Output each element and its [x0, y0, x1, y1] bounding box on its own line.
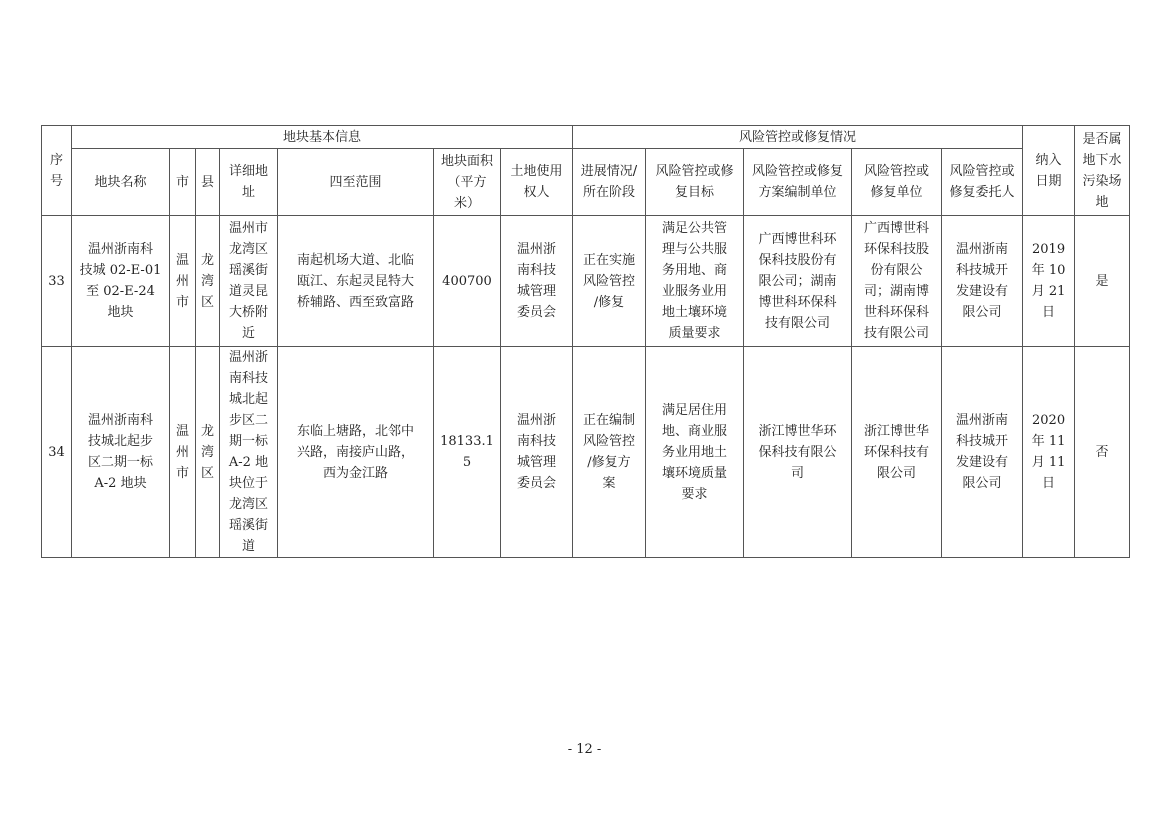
- header-include-date: 纳入 日期: [1023, 126, 1075, 216]
- header-plan-unit: 风险管控或修复 方案编制单位: [744, 149, 852, 216]
- header-row-sub: [42, 149, 1130, 216]
- cell-plan-unit: 浙江博世华环 保科技有限公 司: [744, 347, 852, 558]
- page-number: - 12 -: [567, 742, 602, 757]
- cell-progress: 正在实施 风险管控 /修复: [573, 216, 646, 347]
- cell-area: 18133.1 5: [434, 347, 501, 558]
- cell-county: 龙 湾 区: [196, 347, 220, 558]
- cell-county: 龙 湾 区: [196, 216, 220, 347]
- cell-plan-unit: 广西博世科环 保科技股份有 限公司；湖南 博世科环保科 技有限公司: [744, 216, 852, 347]
- cell-land-owner: 温州浙 南科技 城管理 委员会: [501, 347, 573, 558]
- cell-boundaries: 东临上塘路，北邻中 兴路，南接庐山路， 西为金江路: [278, 347, 434, 558]
- header-land-owner: 土地使用 权人: [501, 149, 573, 216]
- header-index: 序 号: [42, 126, 72, 216]
- header-site-name: 地块名称: [72, 149, 170, 216]
- table-row: [42, 347, 1130, 558]
- header-city: 市: [170, 149, 196, 216]
- table-row: [42, 216, 1130, 347]
- cell-client: 温州浙南 科技城开 发建设有 限公司: [942, 347, 1023, 558]
- cell-site-name: 温州浙南科 技城北起步 区二期一标 A-2 地块: [72, 347, 170, 558]
- header-repair-unit: 风险管控或 修复单位: [852, 149, 942, 216]
- cell-progress: 正在编制 风险管控 /修复方 案: [573, 347, 646, 558]
- cell-site-name: 温州浙南科 技城 02-E-01 至 02-E-24 地块: [72, 216, 170, 347]
- header-area: 地块面积 （平方 米）: [434, 149, 501, 216]
- header-client: 风险管控或 修复委托人: [942, 149, 1023, 216]
- cell-city: 温 州 市: [170, 216, 196, 347]
- cell-area: 400700: [434, 216, 501, 347]
- cell-repair-unit: 浙江博世华 环保科技有 限公司: [852, 347, 942, 558]
- cell-land-owner: 温州浙 南科技 城管理 委员会: [501, 216, 573, 347]
- header-basic-info: 地块基本信息: [72, 126, 573, 149]
- cell-date: 2020 年 11 月 11 日: [1023, 347, 1075, 558]
- cell-groundwater: 否: [1075, 347, 1130, 558]
- header-county: 县: [196, 149, 220, 216]
- cell-date: 2019 年 10 月 21 日: [1023, 216, 1075, 347]
- cell-index: 33: [42, 216, 72, 347]
- cell-address: 温州市 龙湾区 瑶溪街 道灵昆 大桥附 近: [220, 216, 278, 347]
- header-row-group: [42, 126, 1130, 149]
- cell-boundaries: 南起机场大道、北临 瓯江、东起灵昆特大 桥辅路、西至致富路: [278, 216, 434, 347]
- cell-index: 34: [42, 347, 72, 558]
- contaminated-sites-table: [41, 125, 1130, 558]
- header-groundwater: 是否属 地下水 污染场 地: [1075, 126, 1130, 216]
- header-progress: 进展情况/ 所在阶段: [573, 149, 646, 216]
- header-target: 风险管控或修 复目标: [646, 149, 744, 216]
- cell-groundwater: 是: [1075, 216, 1130, 347]
- header-boundaries: 四至范围: [278, 149, 434, 216]
- cell-city: 温 州 市: [170, 347, 196, 558]
- cell-repair-unit: 广西博世科 环保科技股 份有限公 司；湖南博 世科环保科 技有限公司: [852, 216, 942, 347]
- cell-client: 温州浙南 科技城开 发建设有 限公司: [942, 216, 1023, 347]
- cell-address: 温州浙 南科技 城北起 步区二 期一标 A-2 地 块位于 龙湾区 瑶溪街 道: [220, 347, 278, 558]
- header-address: 详细地 址: [220, 149, 278, 216]
- cell-target: 满足居住用 地、商业服 务业用地土 壤环境质量 要求: [646, 347, 744, 558]
- cell-target: 满足公共管 理与公共服 务用地、商 业服务业用 地土壤环境 质量要求: [646, 216, 744, 347]
- header-risk-control: 风险管控或修复情况: [573, 126, 1023, 149]
